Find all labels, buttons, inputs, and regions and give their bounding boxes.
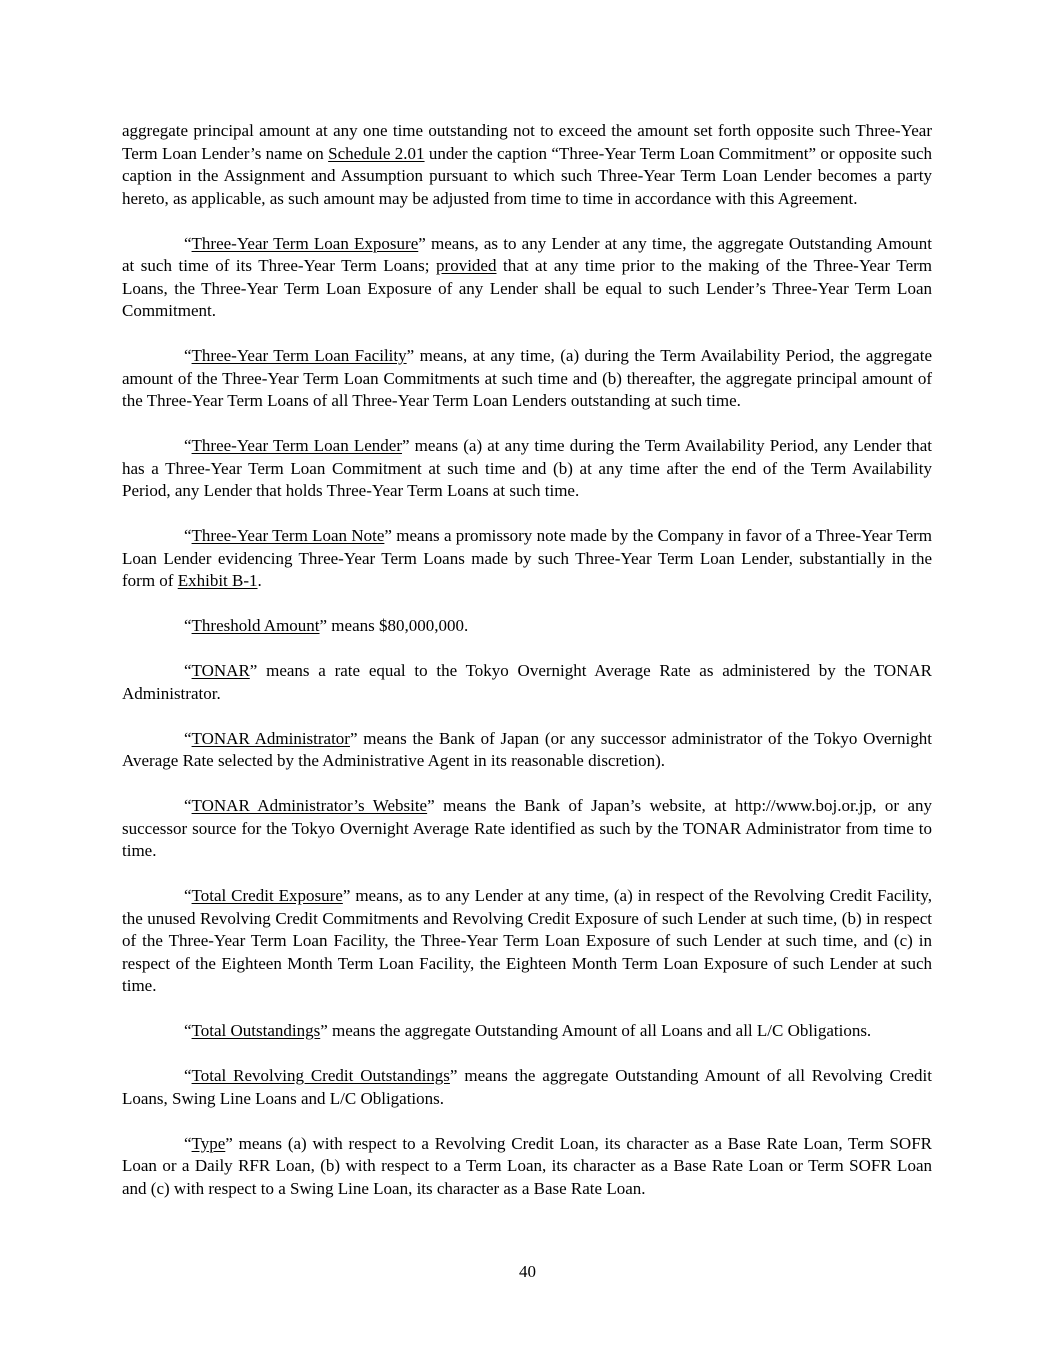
defined-term: Type bbox=[191, 1133, 226, 1153]
text-run: aggregate principal amount at any one time outstanding not to exceed the amount set forth opposite such Three-Year Term Loan Lender’s name on bbox=[122, 121, 932, 163]
text-run: ” means the aggregate Outstanding Amount of all Revolving Credit Loans, Swing Line Loans and L/C Obligations. bbox=[122, 1066, 932, 1108]
text-run: “ bbox=[184, 616, 192, 635]
text-run: “ bbox=[184, 233, 192, 253]
document-body bbox=[122, 120, 932, 1223]
text-run: “ bbox=[184, 796, 192, 815]
text-run: ” means (a) at any time during the Term Availability Period, any Lender that has a Three-Year Term Loan Commitment at such time and (b) at any time after the end of the Term Availability Period, any Lender that holds Three-Year Term Loans at such time. bbox=[122, 436, 932, 500]
text-run: “ bbox=[184, 1133, 192, 1153]
paragraph bbox=[122, 435, 932, 503]
text-run: ” means, as to any Lender at any time, (a) in respect of the Revolving Credit Facility, the unused Revolving Credit Commitments and Revolving Credit Exposure of such Lender at such time, (b) in respect of the Three-Year Term Loan Facility, the Three-Year Term Loan Exposure of such Lender at such time, and (c) in respect of the Eighteen Month Term Loan Facility, the Eighteen Month Term Loan Exposure of such Lender at such time. bbox=[122, 886, 933, 995]
paragraph bbox=[122, 728, 932, 773]
defined-term: Three-Year Term Loan Note bbox=[191, 526, 385, 545]
paragraph bbox=[122, 1133, 932, 1201]
paragraph bbox=[122, 795, 932, 863]
text-run: “ bbox=[184, 886, 192, 905]
defined-term: Three-Year Term Loan Lender bbox=[191, 436, 402, 455]
paragraph bbox=[122, 345, 932, 413]
defined-term: TONAR bbox=[191, 661, 250, 680]
text-run: “ bbox=[184, 1021, 192, 1040]
text-run: “ bbox=[184, 526, 192, 545]
text-run: “ bbox=[184, 436, 192, 455]
defined-term: Three-Year Term Loan Exposure bbox=[191, 233, 419, 253]
defined-term: Total Revolving Credit Outstandings bbox=[191, 1066, 450, 1085]
defined-term: Threshold Amount bbox=[191, 616, 320, 635]
page-number: 40 bbox=[519, 1262, 536, 1281]
text-run: ” means a promissory note made by the Company in favor of a Three-Year Term Loan Lender evidencing Three-Year Term Loans made by such Three-Year Term Loan Lender, substantially in the form of bbox=[122, 526, 932, 590]
text-run: ” means the aggregate Outstanding Amount of all Loans and all L/C Obligations. bbox=[320, 1021, 872, 1040]
paragraph bbox=[122, 615, 932, 638]
text-run: . bbox=[257, 571, 262, 590]
paragraph bbox=[122, 1020, 932, 1043]
defined-term: provided bbox=[436, 256, 497, 275]
paragraph bbox=[122, 660, 932, 705]
text-run: ” means, as to any Lender at any time, the aggregate Outstanding Amount at such time of its Three-Year Term Loans; bbox=[122, 233, 932, 275]
defined-term: Total Credit Exposure bbox=[191, 886, 343, 905]
defined-term: Total Outstandings bbox=[191, 1021, 321, 1040]
text-run: “ bbox=[184, 661, 192, 680]
paragraph bbox=[122, 233, 932, 323]
defined-term: Three-Year Term Loan Facility bbox=[191, 346, 407, 365]
text-run: ” means (a) with respect to a Revolving Credit Loan, its character as a Base Rate Loan, Term SOFR Loan or a Daily RFR Loan, (b) with respect to a Term Loan, its character as a Base Rate Loan or Term SOFR Loan and (c) with respect to a Swing Line Loan, its character as a Base Rate Loan. bbox=[122, 1133, 932, 1198]
defined-term: Schedule 2.01 bbox=[328, 143, 425, 163]
text-run: ” means the Bank of Japan’s website, at http://www.boj.or.jp, or any successor source for the Tokyo Overnight Average Rate identified as such by the TONAR Administrator from time to time. bbox=[122, 796, 932, 860]
text-run: ” means $80,000,000. bbox=[319, 616, 469, 635]
text-run: ” means, at any time, (a) during the Term Availability Period, the aggregate amount of the Three-Year Term Loan Commitments at such time and (b) thereafter, the aggregate principal amount of the Three-Year Term Loans of all Three-Year Term Loan Lenders outstanding at such time. bbox=[122, 346, 932, 410]
text-run: that at any time prior to the making of the Three-Year Term Loans, the Three-Year Term Loan Exposure of any Lender shall be equal to such Lender’s Three-Year Term Loan Commitment. bbox=[122, 256, 932, 320]
paragraph bbox=[122, 1065, 932, 1110]
defined-term: TONAR Administrator bbox=[191, 728, 350, 748]
defined-term: TONAR Administrator’s Website bbox=[191, 796, 428, 815]
paragraph bbox=[122, 525, 932, 593]
text-run: ” means a rate equal to the Tokyo Overnight Average Rate as administered by the TONAR Administrator. bbox=[122, 661, 932, 703]
defined-term: Exhibit B-1 bbox=[177, 571, 258, 590]
text-run: under the caption “Three-Year Term Loan Commitment” or opposite such caption in the Assignment and Assumption pursuant to which such Three-Year Term Loan Lender becomes a party hereto, as applicable, as such amount may be adjusted from time to time in accordance with this Agreement. bbox=[122, 143, 932, 208]
text-run: “ bbox=[184, 1066, 192, 1085]
paragraph bbox=[122, 885, 932, 998]
text-run: “ bbox=[184, 346, 192, 365]
paragraph bbox=[122, 120, 932, 210]
text-run: “ bbox=[184, 728, 192, 748]
text-run: ” means the Bank of Japan (or any successor administrator of the Tokyo Overnight Average Rate selected by the Administrative Agent in its reasonable discretion). bbox=[122, 728, 933, 770]
